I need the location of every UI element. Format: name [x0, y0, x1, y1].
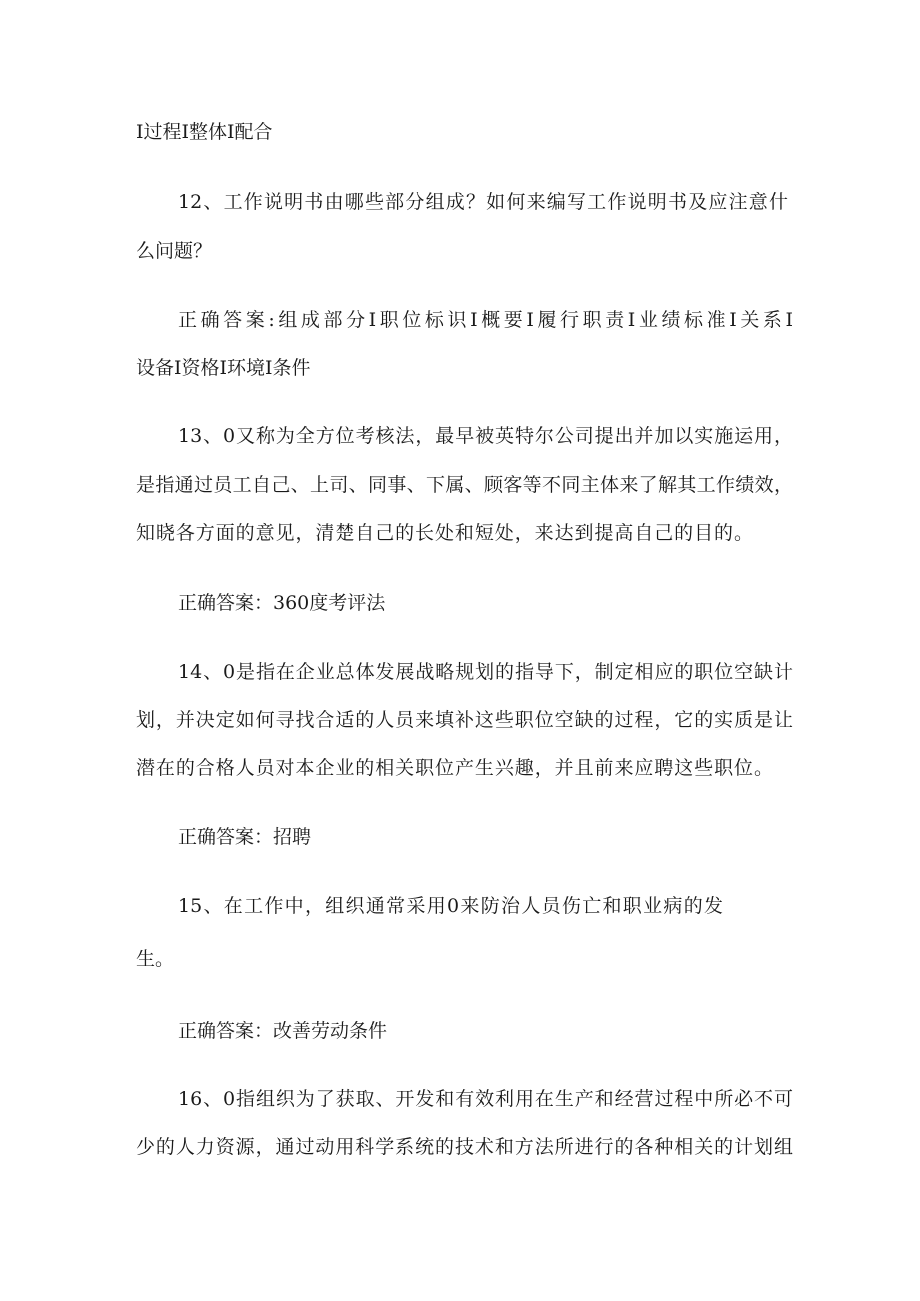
answer-14	[0, 823, 920, 851]
question-12-line-2	[0, 237, 920, 265]
text-line: 是指通过员工自己、上司、同事、下属、顾客等不同主体来了解其工作绩效，	[136, 474, 793, 496]
question-13-line-3	[0, 519, 920, 547]
answer-15	[0, 1017, 920, 1045]
text-line: 划，并决定如何寻找合适的人员来填补这些职位空缺的过程，它的实质是让	[136, 709, 793, 731]
text-line: 14、0是指在企业总体发展战略规划的指导下，制定相应的职位空缺计	[178, 661, 793, 683]
question-16-line-1	[0, 1085, 920, 1113]
question-13-line-1	[0, 422, 920, 450]
text-line: 正确答案：360度考评法	[178, 592, 386, 614]
text-line: 16、0指组织为了获取、开发和有效利用在生产和经营过程中所必不可	[178, 1088, 793, 1110]
question-14-line-3	[0, 754, 920, 782]
text-line: 正确答案：招聘	[178, 826, 312, 848]
question-14-line-1	[0, 658, 920, 686]
answer-12-line-1	[0, 306, 920, 334]
text-line: 正确答案：改善劳动条件	[178, 1020, 388, 1042]
text-line: 生。	[136, 948, 175, 970]
text-line: 15、在工作中，组织通常采用0来防治人员伤亡和职业病的发	[178, 895, 723, 917]
text-line: I过程I整体I配合	[136, 121, 273, 143]
text-line: 少的人力资源，通过动用科学系统的技术和方法所进行的各种相关的计划组	[136, 1136, 793, 1158]
question-15-line-2	[0, 945, 920, 973]
question-16-line-2	[0, 1133, 920, 1161]
text-line: 么问题？	[136, 240, 213, 262]
answer-continuation-11	[0, 118, 920, 146]
text-line: 设备I资格I环境I条件	[136, 357, 311, 379]
text-line: 潜在的合格人员对本企业的相关职位产生兴趣，并且前来应聘这些职位。	[136, 757, 773, 779]
text-line: 12、工作说明书由哪些部分组成？如何来编写工作说明书及应注意什	[178, 191, 788, 213]
answer-12-line-2	[0, 354, 920, 382]
question-12-line-1	[0, 188, 920, 216]
answer-13	[0, 589, 920, 617]
question-15-line-1	[0, 892, 920, 920]
question-13-line-2	[0, 471, 920, 499]
text-line: 13、0又称为全方位考核法，最早被英特尔公司提出并加以实施运用，	[178, 425, 793, 447]
text-line: 正确答案:组成部分I职位标识I概要I履行职责I业绩标准I关系I	[178, 309, 793, 331]
question-14-line-2	[0, 706, 920, 734]
text-line: 知晓各方面的意见，清楚自己的长处和短处，来达到提高自己的目的。	[136, 522, 753, 544]
